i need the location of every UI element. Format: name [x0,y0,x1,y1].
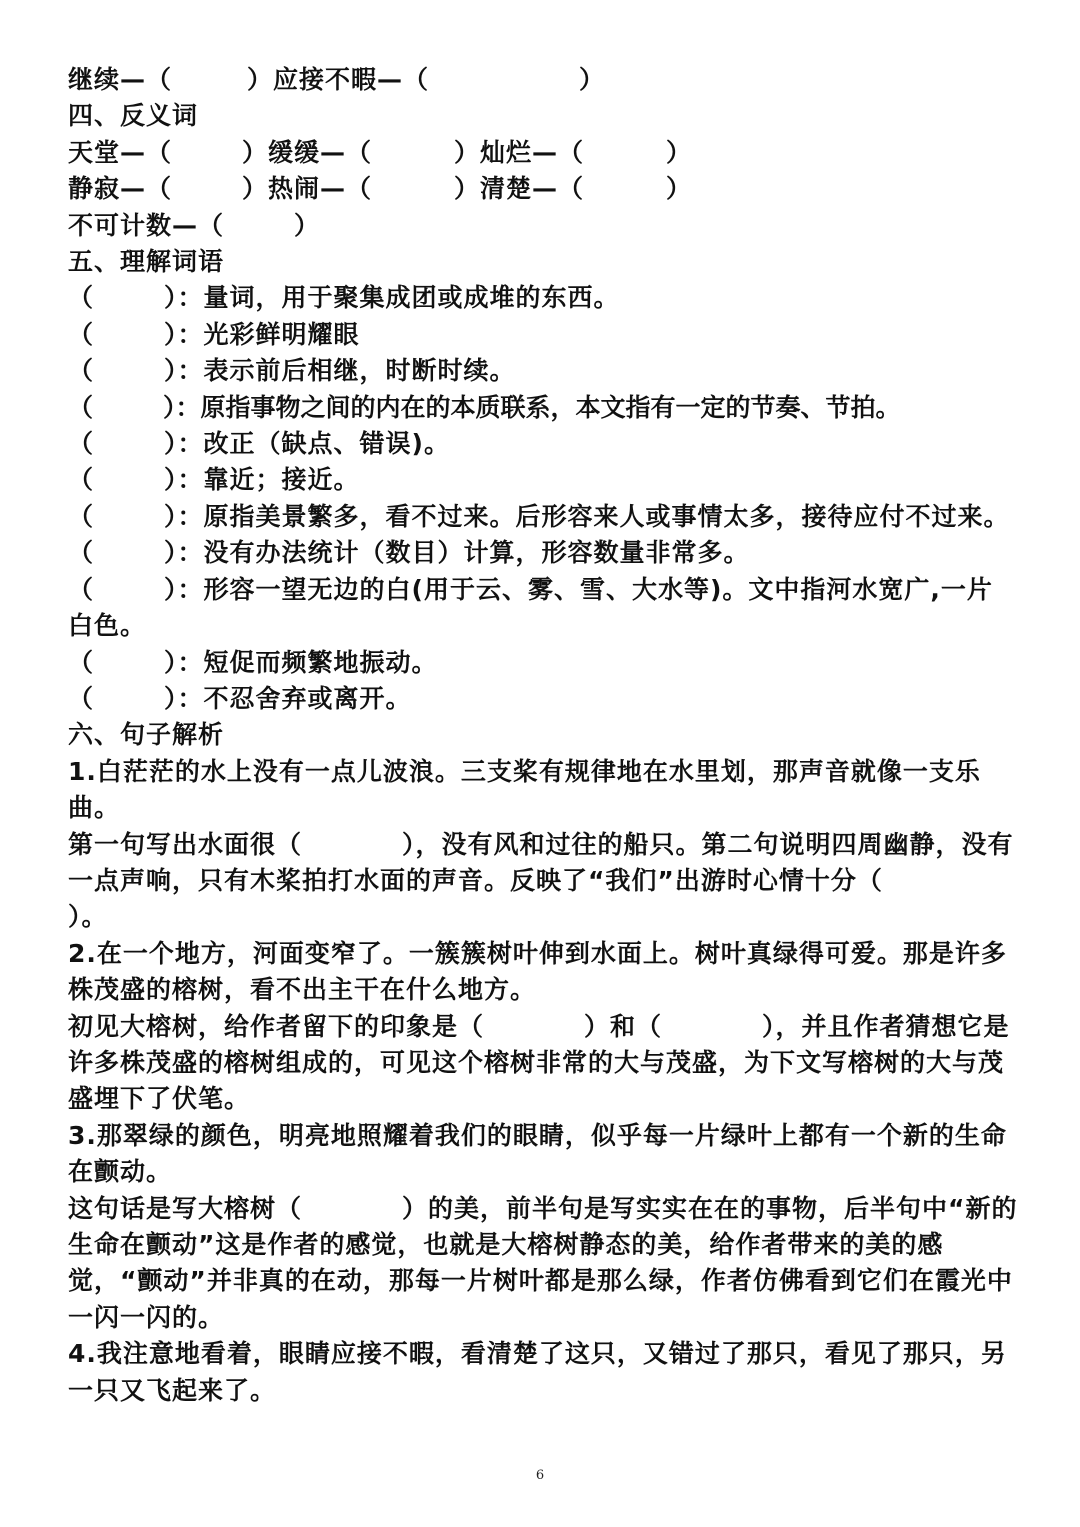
synonym-line [68,62,1018,98]
definition-item: （ ）：量词，用于聚集成团或成堆的东西。 [68,283,620,313]
question-3-analysis: 这句话是写大榕树（ ）的美，前半句是写实实在在的事物，后半句中“新的生命在颤动”这是作者的感觉，也就是大榕树静态的美，给作者带来的美的感觉，“颤动”并非真的在动，那每一片树叶都是那么绿，作者仿佛看到它们在霞光中一闪一闪的。 [68,1193,1018,1332]
antonym-row-3: 不可计数—（ ） [68,210,321,240]
question-1-sentence: 1.白茫茫的水上没有一点儿波浪。三支桨有规律地在水里划，那声音就像一支乐曲。 [68,756,981,823]
definition-item: （ ）：原指美景繁多，看不过来。后形容来人或事情太多，接待应付不过来。 [68,501,1010,531]
page-number: 6 [535,1468,545,1483]
definition-item: （ ）：不忍舍弃或离开。 [68,683,412,713]
section-4-heading: 四、反义词 [68,101,199,131]
section-6-heading: 六、句子解析 [68,720,225,750]
worksheet-page [68,62,1018,1409]
question-4-sentence: 4.我注意地看着，眼睛应接不暇，看清楚了这只，又错过了那只，看见了那只，另一只又飞起来了。 [68,1339,1007,1405]
question-2-sentence: 2.在一个地方，河面变窄了。一簇簇树叶伸到水面上。树叶真绿得可爱。那是许多株茂盛的榕树，看不出主干在什么地方。 [68,938,1007,1005]
section-5-heading: 五、理解词语 [68,247,225,277]
definition-item: （ ）：表示前后相继，时断时续。 [68,356,516,386]
definition-item: （ ）：靠近；接近。 [68,465,360,495]
synonym-item-2-end: ） [579,65,606,94]
synonym-item-1: 继续—（ [68,65,173,94]
definition-item: （ ）：没有办法统计（数目）计算，形容数量非常多。 [68,538,750,568]
definition-list [68,280,1018,717]
question-2-analysis: 初见大榕树，给作者留下的印象是（ ）和（ ），并且作者猜想它是许多株茂盛的榕树组成的，可见这个榕树非常的大与茂盛，为下文写榕树的大与茂盛埋下了伏笔。 [68,1011,1010,1114]
question-3-sentence: 3.那翠绿的颜色，明亮地照耀着我们的眼睛，似乎每一片绿叶上都有一个新的生命在颤动。 [68,1120,1007,1187]
synonym-item-2: ）应接不暇—（ [247,65,430,94]
definition-item: （ ）：短促而频繁地振动。 [68,647,438,677]
definition-item: （ ）：改正（缺点、错误)。 [68,429,450,459]
definition-item: （ ）：光彩鲜明耀眼 [68,319,360,349]
question-1-analysis: 第一句写出水面很（ ），没有风和过往的船只。第二句说明四周幽静，没有一点声响，只有木桨拍打水面的声音。反映了“我们”出游时心情十分（）。 [68,829,1014,932]
definition-item: （ ）：原指事物之间的内在的本质联系，本文指有一定的节奏、节拍。 [68,392,901,422]
antonym-row-2: 静寂—（ ）热闹—（ ）清楚—（ ） [68,174,693,204]
definition-item: （ ）：形容一望无边的白(用于云、雾、雪、大水等)。文中指河水宽广,一片白色。 [68,574,993,641]
antonym-row-1: 天堂—（ ）缓缓—（ ）灿烂—（ ） [68,137,693,167]
